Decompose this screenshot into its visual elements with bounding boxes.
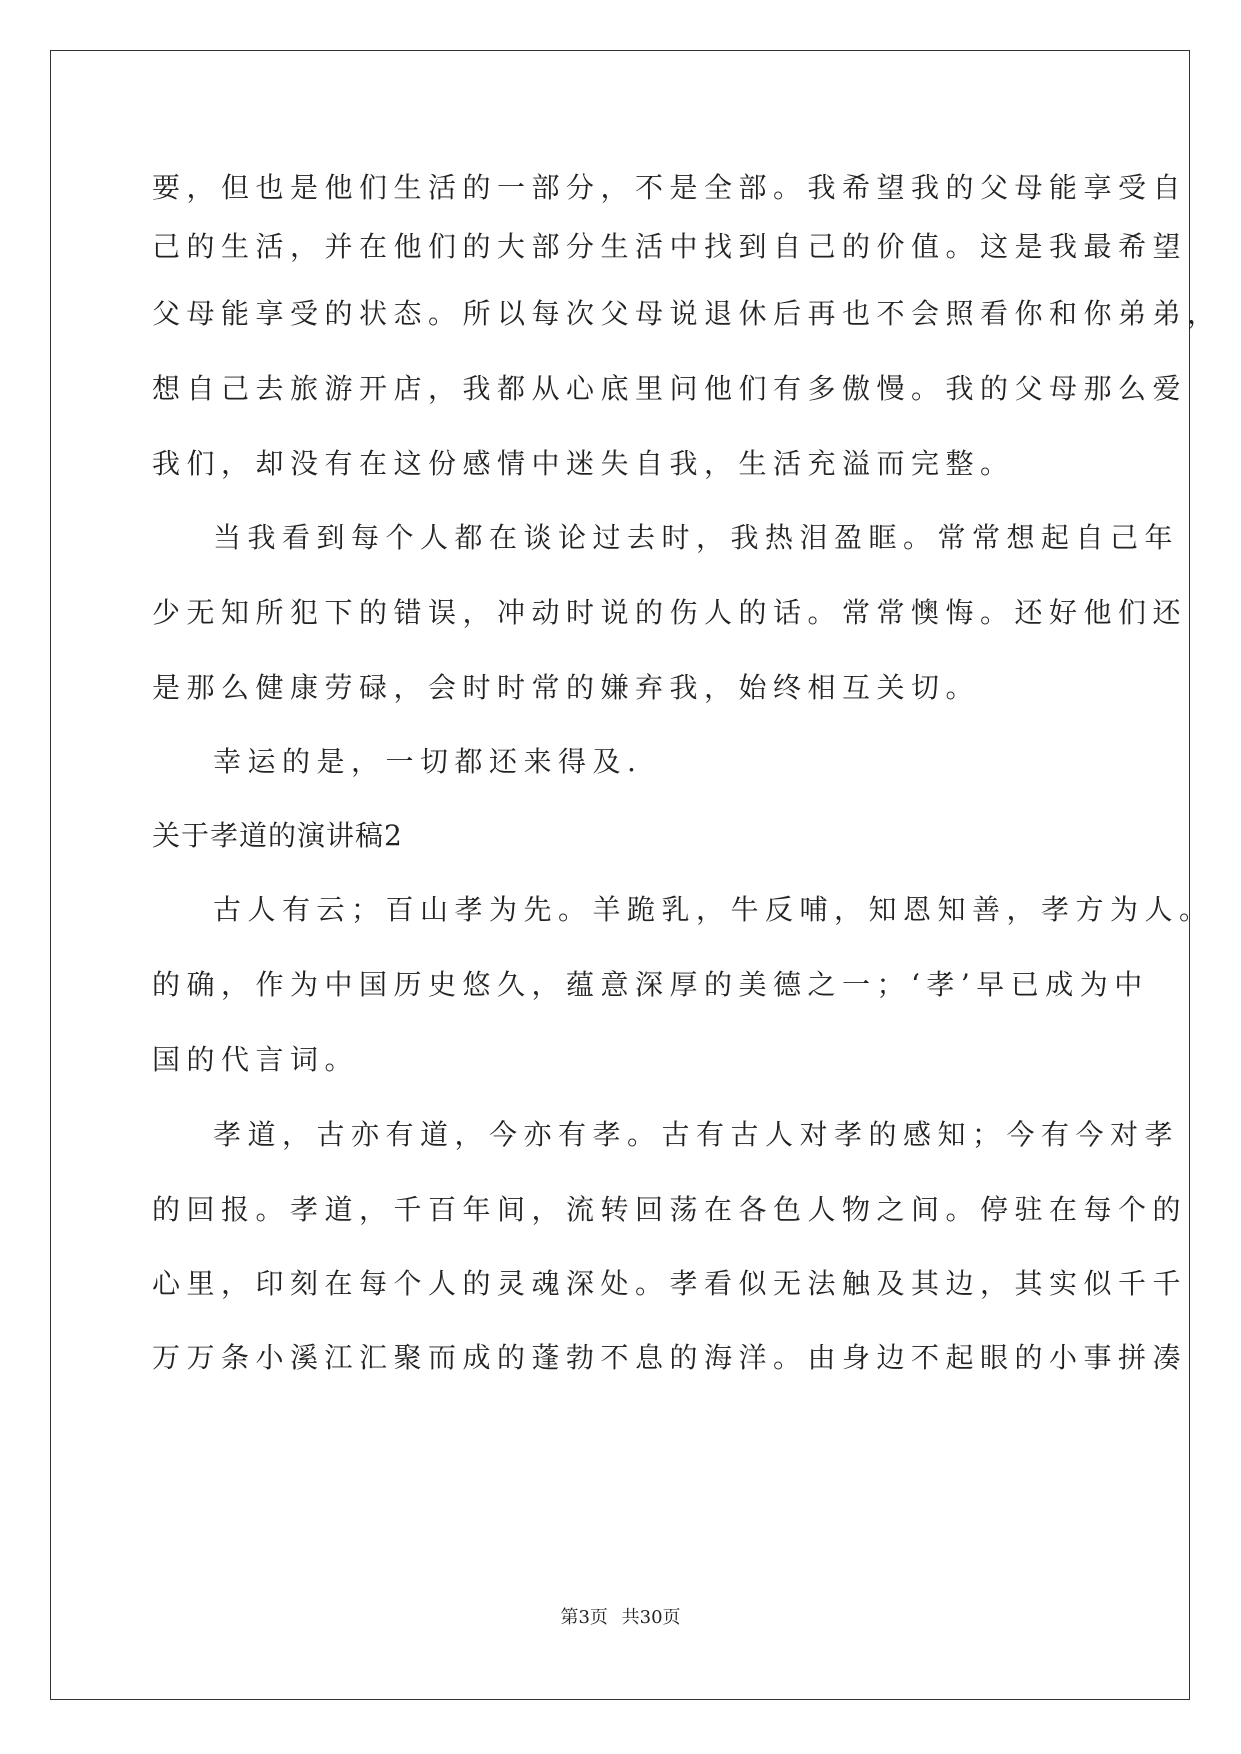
body-line: 万万条小溪江汇聚而成的蓬勃不息的海洋。由身边不起眼的小事拼凑 [152,1341,1188,1374]
paragraph-start-line: 孝道，古亦有道，今亦有孝。古有古人对孝的感知；今有今对孝 [213,1118,1180,1151]
page-number: 第3页 [560,1607,608,1628]
paragraph-start-line: 当我看到每个人都在谈论过去时，我热泪盈眶。常常想起自己年 [213,521,1180,554]
body-line: 的回报。孝道，千百年间，流转回荡在各色人物之间。停驻在每个的 [152,1193,1188,1226]
body-line: 想自己去旅游开店，我都从心底里问他们有多傲慢。我的父母那么爱 [152,372,1188,405]
section-heading: 关于孝道的演讲稿2 [152,819,403,852]
body-line: 少无知所犯下的错误，冲动时说的伤人的话。常常懊悔。还好他们还 [152,596,1188,629]
page-total: 共30页 [621,1607,681,1628]
body-line: 我们，却没有在这份感情中迷失自我，生活充溢而完整。 [152,447,1015,480]
body-line: 国的代言词。 [152,1043,360,1076]
body-line: 己的生活，并在他们的大部分生活中找到自己的价值。这是我最希望 [152,230,1188,263]
page-footer [0,1603,1241,1629]
body-line: 要，但也是他们生活的一部分，不是全部。我希望我的父母能享受自 [152,171,1188,204]
paragraph-start-line: 幸运的是，一切都还来得及. [213,745,643,778]
body-line: 心里，印刻在每个人的灵魂深处。孝看似无法触及其边，其实似千千 [152,1267,1188,1300]
body-line: 是那么健康劳碌，会时时常的嫌弃我，始终相互关切。 [152,671,981,704]
paragraph-start-line: 古人有云；百山孝为先。羊跪乳，牛反哺，知恩知善，孝方为人。 [213,893,1214,926]
body-line: 父母能享受的状态。所以每次父母说退休后再也不会照看你和你弟弟， [152,297,1222,330]
body-line: 的确，作为中国历史悠久，蕴意深厚的美德之一；‘孝’早已成为中 [152,968,1149,1001]
